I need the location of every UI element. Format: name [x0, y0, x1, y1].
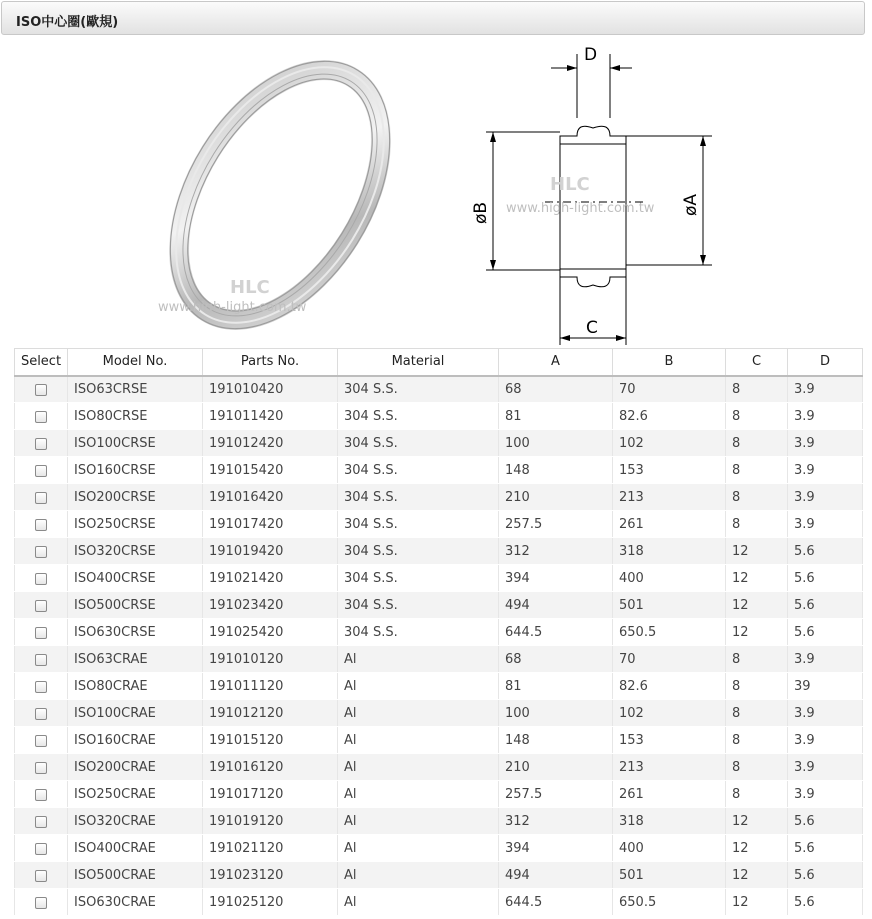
dim-a-cell: 494: [499, 862, 613, 889]
select-cell: [15, 754, 68, 781]
dim-c-cell: 8: [726, 403, 788, 430]
dim-a-cell: 68: [499, 646, 613, 673]
dim-d-cell: 3.9: [788, 484, 863, 511]
dimension-label-c: C: [586, 318, 598, 338]
material-cell: 304 S.S.: [338, 430, 499, 457]
model-no-cell: ISO500CRSE: [68, 592, 203, 619]
parts-no-cell: 191011420: [203, 403, 338, 430]
select-cell: [15, 430, 68, 457]
select-cell: [15, 403, 68, 430]
dim-b-cell: 82.6: [613, 403, 726, 430]
dim-c-cell: 8: [726, 457, 788, 484]
dim-b-cell: 213: [613, 484, 726, 511]
table-row: [15, 592, 863, 619]
table-row: [15, 862, 863, 889]
dim-c-cell: 8: [726, 511, 788, 538]
material-cell: Al: [338, 700, 499, 727]
dim-c-cell: 12: [726, 538, 788, 565]
dim-d-cell: 3.9: [788, 754, 863, 781]
model-no-cell: ISO63CRSE: [68, 376, 203, 403]
model-no-cell: ISO630CRAE: [68, 889, 203, 916]
select-checkbox[interactable]: [35, 654, 47, 666]
dim-d-cell: 5.6: [788, 538, 863, 565]
dim-a-cell: 257.5: [499, 781, 613, 808]
dim-b-cell: 153: [613, 727, 726, 754]
parts-no-cell: 191023420: [203, 592, 338, 619]
material-cell: Al: [338, 889, 499, 916]
dimension-label-b: øB: [471, 201, 491, 224]
dim-a-cell: 81: [499, 673, 613, 700]
dim-d-cell: 3.9: [788, 457, 863, 484]
select-cell: [15, 700, 68, 727]
select-checkbox[interactable]: [35, 681, 47, 693]
parts-no-cell: 191012120: [203, 700, 338, 727]
dim-d-cell: 3.9: [788, 403, 863, 430]
dim-b-cell: 102: [613, 700, 726, 727]
dim-c-cell: 12: [726, 862, 788, 889]
select-checkbox[interactable]: [35, 627, 47, 639]
model-no-cell: ISO400CRAE: [68, 835, 203, 862]
select-checkbox[interactable]: [35, 735, 47, 747]
parts-no-cell: 191016420: [203, 484, 338, 511]
dim-a-cell: 148: [499, 457, 613, 484]
table-row: [15, 538, 863, 565]
col-header-select: Select: [15, 349, 68, 376]
model-no-cell: ISO200CRAE: [68, 754, 203, 781]
select-cell: [15, 835, 68, 862]
dim-b-cell: 102: [613, 430, 726, 457]
dim-b-cell: 261: [613, 781, 726, 808]
col-header-material: Material: [338, 349, 499, 376]
dim-b-cell: 153: [613, 457, 726, 484]
table-row: [15, 511, 863, 538]
dim-c-cell: 8: [726, 646, 788, 673]
dim-d-cell: 5.6: [788, 835, 863, 862]
parts-no-cell: 191025120: [203, 889, 338, 916]
model-no-cell: ISO100CRSE: [68, 430, 203, 457]
parts-no-cell: 191019120: [203, 808, 338, 835]
col-header-d: D: [788, 349, 863, 376]
dim-b-cell: 261: [613, 511, 726, 538]
dim-c-cell: 12: [726, 565, 788, 592]
select-cell: [15, 457, 68, 484]
material-cell: 304 S.S.: [338, 511, 499, 538]
material-cell: 304 S.S.: [338, 619, 499, 646]
dim-a-cell: 312: [499, 808, 613, 835]
material-cell: Al: [338, 646, 499, 673]
parts-no-cell: 191021420: [203, 565, 338, 592]
model-no-cell: ISO250CRSE: [68, 511, 203, 538]
parts-no-cell: 191017420: [203, 511, 338, 538]
dim-b-cell: 650.5: [613, 889, 726, 916]
model-no-cell: ISO400CRSE: [68, 565, 203, 592]
model-no-cell: ISO630CRSE: [68, 619, 203, 646]
parts-no-cell: 191011120: [203, 673, 338, 700]
select-cell: [15, 484, 68, 511]
select-cell: [15, 862, 68, 889]
dim-a-cell: 81: [499, 403, 613, 430]
parts-no-cell: 191019420: [203, 538, 338, 565]
dim-a-cell: 148: [499, 727, 613, 754]
dim-a-cell: 210: [499, 484, 613, 511]
dim-d-cell: 3.9: [788, 376, 863, 403]
table-row: [15, 646, 863, 673]
dim-d-cell: 5.6: [788, 889, 863, 916]
dim-d-cell: 3.9: [788, 430, 863, 457]
select-checkbox[interactable]: [35, 870, 47, 882]
dim-b-cell: 400: [613, 835, 726, 862]
dim-d-cell: 5.6: [788, 862, 863, 889]
col-header-b: B: [613, 349, 726, 376]
select-checkbox[interactable]: [35, 843, 47, 855]
parts-no-cell: 191010120: [203, 646, 338, 673]
model-no-cell: ISO320CRAE: [68, 808, 203, 835]
material-cell: 304 S.S.: [338, 565, 499, 592]
parts-table: [14, 348, 863, 916]
drawing-watermark-logo: HLC: [550, 174, 590, 195]
dim-a-cell: 494: [499, 592, 613, 619]
select-checkbox[interactable]: [35, 492, 47, 504]
dim-d-cell: 5.6: [788, 808, 863, 835]
select-checkbox[interactable]: [35, 897, 47, 909]
dim-c-cell: 8: [726, 754, 788, 781]
material-cell: Al: [338, 727, 499, 754]
model-no-cell: ISO200CRSE: [68, 484, 203, 511]
select-cell: [15, 808, 68, 835]
model-no-cell: ISO80CRSE: [68, 403, 203, 430]
dim-b-cell: 70: [613, 646, 726, 673]
table-row: [15, 808, 863, 835]
table-row: [15, 457, 863, 484]
model-no-cell: ISO500CRAE: [68, 862, 203, 889]
dim-b-cell: 318: [613, 538, 726, 565]
select-checkbox[interactable]: [35, 762, 47, 774]
product-ring-image: [150, 45, 410, 345]
select-cell: [15, 781, 68, 808]
ring-watermark-logo: HLC: [230, 277, 270, 298]
select-checkbox[interactable]: [35, 438, 47, 450]
dim-a-cell: 257.5: [499, 511, 613, 538]
dim-b-cell: 501: [613, 592, 726, 619]
model-no-cell: ISO160CRSE: [68, 457, 203, 484]
table-row: [15, 430, 863, 457]
select-checkbox[interactable]: [35, 546, 47, 558]
material-cell: 304 S.S.: [338, 403, 499, 430]
dim-c-cell: 8: [726, 484, 788, 511]
dim-b-cell: 213: [613, 754, 726, 781]
model-no-cell: ISO250CRAE: [68, 781, 203, 808]
table-row: [15, 565, 863, 592]
material-cell: Al: [338, 835, 499, 862]
dim-d-cell: 3.9: [788, 727, 863, 754]
table-row: [15, 889, 863, 916]
dim-a-cell: 210: [499, 754, 613, 781]
select-cell: [15, 727, 68, 754]
dim-b-cell: 82.6: [613, 673, 726, 700]
dim-d-cell: 3.9: [788, 700, 863, 727]
table-row: [15, 403, 863, 430]
dim-c-cell: 12: [726, 619, 788, 646]
material-cell: Al: [338, 673, 499, 700]
material-cell: Al: [338, 808, 499, 835]
select-cell: [15, 376, 68, 403]
drawing-watermark: www.high-light.com.tw: [506, 201, 655, 216]
dim-a-cell: 312: [499, 538, 613, 565]
dimension-drawing: [450, 40, 720, 345]
dim-c-cell: 8: [726, 376, 788, 403]
table-row: [15, 673, 863, 700]
dim-c-cell: 8: [726, 430, 788, 457]
table-row: [15, 727, 863, 754]
dim-b-cell: 70: [613, 376, 726, 403]
dim-d-cell: 5.6: [788, 619, 863, 646]
select-cell: [15, 889, 68, 916]
select-cell: [15, 646, 68, 673]
material-cell: 304 S.S.: [338, 457, 499, 484]
model-no-cell: ISO80CRAE: [68, 673, 203, 700]
col-header-parts: Parts No.: [203, 349, 338, 376]
page-title: ISO中心圈(歐規): [16, 15, 119, 30]
dim-c-cell: 12: [726, 889, 788, 916]
select-checkbox[interactable]: [35, 789, 47, 801]
parts-no-cell: 191023120: [203, 862, 338, 889]
parts-no-cell: 191012420: [203, 430, 338, 457]
dim-a-cell: 394: [499, 565, 613, 592]
select-cell: [15, 538, 68, 565]
dim-b-cell: 318: [613, 808, 726, 835]
dim-d-cell: 5.6: [788, 592, 863, 619]
table-header-row: [15, 349, 863, 376]
model-no-cell: ISO320CRSE: [68, 538, 203, 565]
material-cell: Al: [338, 781, 499, 808]
dim-c-cell: 12: [726, 835, 788, 862]
model-no-cell: ISO63CRAE: [68, 646, 203, 673]
dim-d-cell: 5.6: [788, 565, 863, 592]
material-cell: 304 S.S.: [338, 484, 499, 511]
select-cell: [15, 565, 68, 592]
select-cell: [15, 592, 68, 619]
dim-c-cell: 8: [726, 700, 788, 727]
select-checkbox[interactable]: [35, 384, 47, 396]
select-checkbox[interactable]: [35, 573, 47, 585]
dim-c-cell: 8: [726, 727, 788, 754]
material-cell: 304 S.S.: [338, 592, 499, 619]
select-checkbox[interactable]: [35, 708, 47, 720]
dim-b-cell: 400: [613, 565, 726, 592]
col-header-c: C: [726, 349, 788, 376]
title-bar: [1, 1, 865, 35]
select-cell: [15, 619, 68, 646]
dim-b-cell: 501: [613, 862, 726, 889]
dim-c-cell: 12: [726, 592, 788, 619]
dim-c-cell: 12: [726, 808, 788, 835]
table-row: [15, 376, 863, 403]
parts-no-cell: 191016120: [203, 754, 338, 781]
select-checkbox[interactable]: [35, 411, 47, 423]
dim-d-cell: 39: [788, 673, 863, 700]
ring-watermark: www.high-light.com.tw: [158, 300, 307, 315]
dim-a-cell: 100: [499, 700, 613, 727]
parts-no-cell: 191010420: [203, 376, 338, 403]
dimension-label-a: øA: [681, 193, 701, 216]
table-row: [15, 754, 863, 781]
material-cell: 304 S.S.: [338, 538, 499, 565]
col-header-model: Model No.: [68, 349, 203, 376]
model-no-cell: ISO160CRAE: [68, 727, 203, 754]
dim-c-cell: 8: [726, 781, 788, 808]
table-row: [15, 781, 863, 808]
select-checkbox[interactable]: [35, 600, 47, 612]
parts-no-cell: 191021120: [203, 835, 338, 862]
parts-no-cell: 191017120: [203, 781, 338, 808]
table-row: [15, 619, 863, 646]
dim-a-cell: 644.5: [499, 889, 613, 916]
dimension-label-d: D: [584, 45, 598, 65]
dim-a-cell: 644.5: [499, 619, 613, 646]
parts-no-cell: 191015120: [203, 727, 338, 754]
select-cell: [15, 511, 68, 538]
parts-no-cell: 191025420: [203, 619, 338, 646]
dim-d-cell: 3.9: [788, 646, 863, 673]
dim-c-cell: 8: [726, 673, 788, 700]
dim-a-cell: 394: [499, 835, 613, 862]
table-row: [15, 484, 863, 511]
select-checkbox[interactable]: [35, 465, 47, 477]
dim-d-cell: 3.9: [788, 511, 863, 538]
col-header-a: A: [499, 349, 613, 376]
model-no-cell: ISO100CRAE: [68, 700, 203, 727]
material-cell: Al: [338, 862, 499, 889]
select-cell: [15, 673, 68, 700]
dim-a-cell: 100: [499, 430, 613, 457]
parts-no-cell: 191015420: [203, 457, 338, 484]
table-row: [15, 700, 863, 727]
material-cell: 304 S.S.: [338, 376, 499, 403]
dim-b-cell: 650.5: [613, 619, 726, 646]
material-cell: Al: [338, 754, 499, 781]
select-checkbox[interactable]: [35, 816, 47, 828]
dim-d-cell: 3.9: [788, 781, 863, 808]
dim-a-cell: 68: [499, 376, 613, 403]
table-row: [15, 835, 863, 862]
select-checkbox[interactable]: [35, 519, 47, 531]
